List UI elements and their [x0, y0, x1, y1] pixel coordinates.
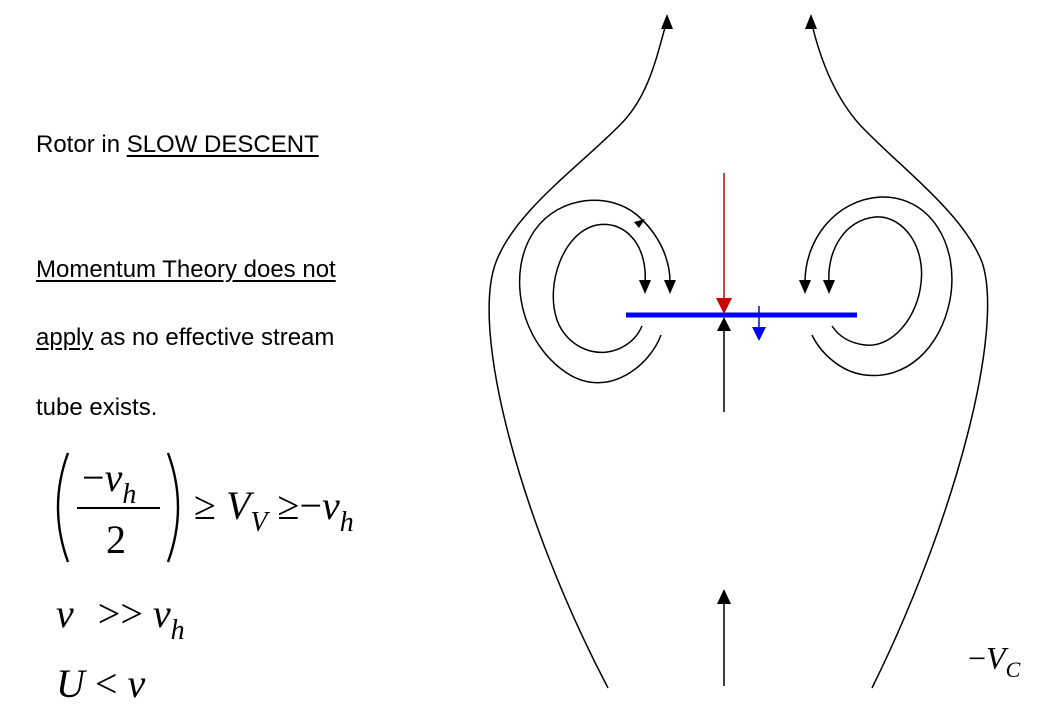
- eq1-num-var: v: [104, 455, 123, 500]
- left-vortex-inner: [553, 224, 645, 352]
- eq2-rel: >>: [97, 591, 143, 636]
- upflow-arrowhead-center: [717, 317, 731, 331]
- disk-velocity-arrowhead: [752, 327, 766, 341]
- left-vortex-outer-to-disk: [637, 215, 670, 282]
- note-line-1: Momentum Theory does not: [36, 256, 336, 283]
- eq1-num-sub: h: [122, 479, 137, 510]
- outer-streamline-right: [811, 20, 988, 688]
- freestream-arrowhead: [717, 589, 731, 604]
- outer-streamline-left: [489, 20, 667, 688]
- velocity-label-var: V: [986, 640, 1006, 676]
- right-vortex-outer-arrowhead: [799, 280, 811, 294]
- velocity-label-sign: −: [968, 640, 987, 676]
- eq1-mid-var: V: [225, 483, 251, 528]
- note-apply: apply: [36, 324, 94, 351]
- eq2-right-var: v: [152, 591, 171, 636]
- left-vortex-outer-arrowhead: [664, 280, 676, 294]
- eq3-right: v: [127, 661, 146, 706]
- induced-velocity-arrowhead: [716, 298, 732, 314]
- title-emphasis: SLOW DESCENT: [126, 131, 319, 158]
- eq1-right-var: v: [322, 483, 340, 528]
- note-line-2-rest: as no effective stream: [93, 324, 335, 351]
- outer-arrowhead-left: [661, 14, 673, 29]
- eq3-rel: <: [94, 661, 118, 706]
- eq3-left: U: [56, 661, 85, 706]
- eq1-denominator: 2: [106, 517, 126, 562]
- eq1-num-sign: −: [82, 455, 105, 500]
- left-vortex-inner-arrowhead: [639, 280, 651, 294]
- eq2-right-sub: h: [170, 615, 185, 646]
- eq1-right-sign: −: [299, 483, 323, 528]
- title-prefix: Rotor in: [36, 131, 127, 158]
- eq2-left: v: [56, 591, 74, 636]
- right-vortex-inner: [829, 217, 922, 345]
- velocity-label-sub: C: [1005, 657, 1021, 682]
- descent-velocity-label: [968, 640, 1021, 682]
- eq1-rel1: ≥: [194, 483, 216, 528]
- right-vortex-inner-arrowhead: [823, 280, 835, 294]
- eq1-rel2: ≥: [277, 483, 300, 528]
- note-line-3: tube exists.: [36, 394, 158, 421]
- outer-arrowhead-right: [805, 14, 817, 29]
- eq1-right-sub: h: [339, 507, 354, 538]
- eq1-mid-sub: V: [250, 507, 268, 538]
